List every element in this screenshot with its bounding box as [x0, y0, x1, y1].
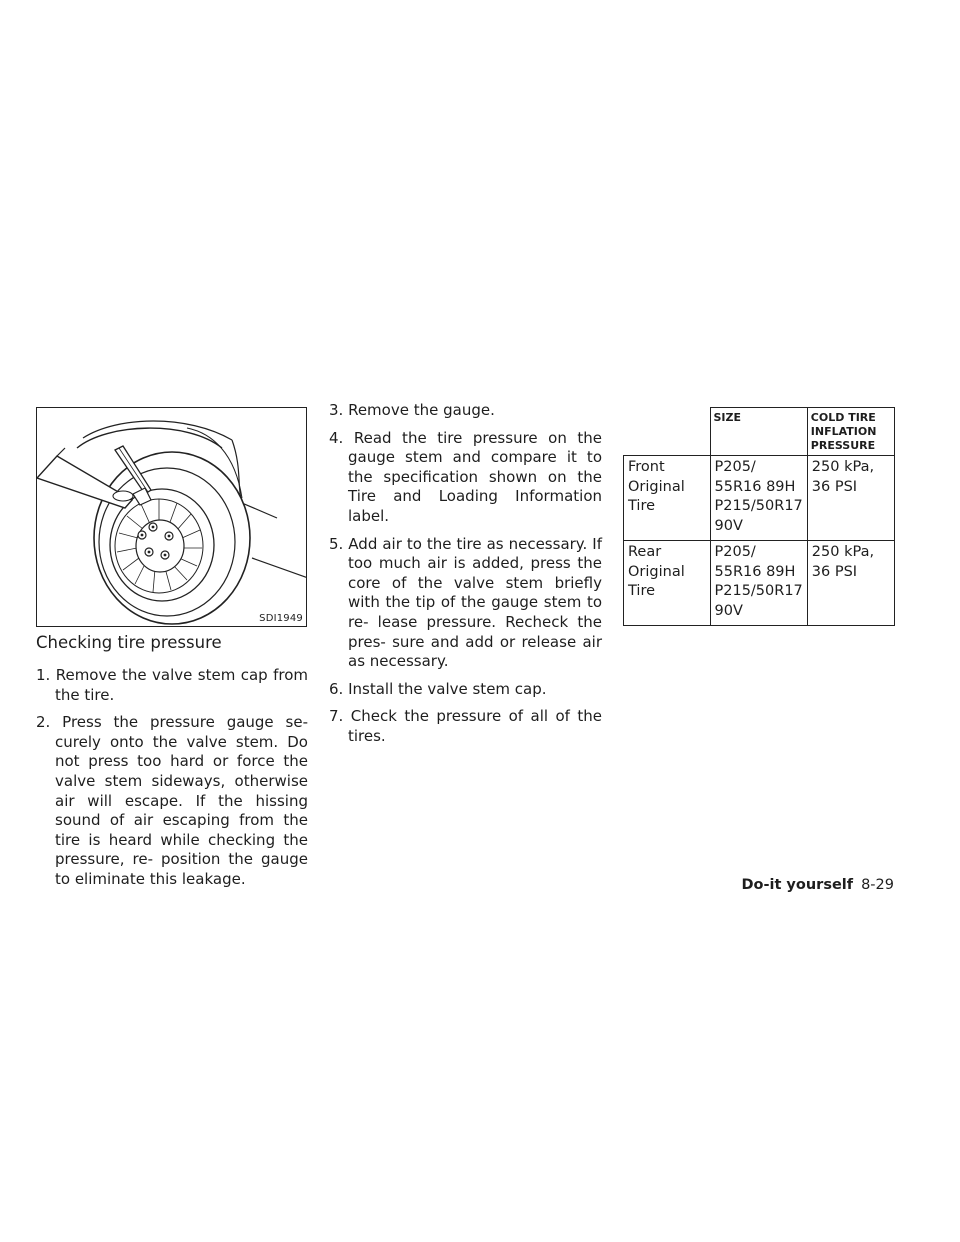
row-label-line: Front — [628, 459, 665, 475]
row-label-line: Tire — [628, 583, 656, 599]
size-line: P205/ — [714, 544, 756, 560]
row-label — [624, 456, 711, 541]
row-pressure — [807, 456, 894, 541]
table-row — [624, 541, 895, 626]
size-line: P215/50R17 — [714, 498, 803, 514]
size-line: 55R16 89H — [714, 478, 796, 495]
step-item: 3. Remove the gauge. — [329, 401, 495, 419]
size-line: P215/50R17 — [714, 583, 803, 599]
size-line: 90V — [714, 602, 743, 619]
page-footer — [741, 877, 894, 893]
row-pressure — [807, 541, 894, 626]
step-item: 4. Read the tire pressure on the gauge stem and compare it to the specification shown on the Tire and Loading Information label. — [329, 428, 602, 525]
step-item: 6. Install the valve stem cap. — [329, 679, 547, 698]
row-size — [710, 456, 807, 541]
tire-pressure-table — [623, 407, 895, 626]
step-item: 2. Press the pressure gauge se- curely onto the valve stem. Do not press too hard or force the valve stem sideways, otherwise air will escape. If the hissing sound of air escaping from the tire is heard while checking the pressure, re- position the gauge to eliminate this leakage. — [36, 713, 308, 888]
size-line: P205/ — [714, 459, 756, 475]
pressure-line: 36 PSI — [811, 478, 858, 495]
row-label — [624, 541, 711, 626]
section-title: Checking tire pressure — [36, 633, 222, 652]
row-label-line: Tire — [628, 498, 656, 514]
tire-pressure-gauge-drawing — [37, 408, 307, 627]
row-label-line: Original — [628, 563, 685, 580]
pressure-line: 250 kPa, — [811, 544, 875, 560]
size-line: 55R16 89H — [714, 563, 796, 580]
step-item: 1. Remove the valve stem cap from the tire. — [36, 666, 308, 704]
steps-list-left — [36, 666, 308, 898]
footer-section: Do-it yourself — [741, 877, 854, 893]
tire-gauge-illustration — [36, 407, 307, 627]
header-size: SIZE — [710, 408, 807, 456]
row-label-line: Original — [628, 478, 685, 495]
pressure-line: 250 kPa, — [811, 459, 875, 475]
row-label-line: Rear — [628, 544, 662, 560]
header-blank — [624, 408, 711, 456]
step-item: 7. Check the pressure of all of the tires. — [329, 707, 602, 745]
steps-list-middle — [329, 401, 602, 755]
row-size — [710, 541, 807, 626]
header-pressure: COLD TIRE INFLATION PRESSURE — [807, 408, 894, 456]
size-line: 90V — [714, 517, 743, 534]
pressure-line: 36 PSI — [811, 563, 858, 580]
page-number: 8-29 — [861, 877, 894, 893]
table-header-row — [624, 408, 895, 456]
figure-code: SDI1949 — [259, 613, 303, 624]
step-item: 5. Add air to the tire as necessary. If too much air is added, press the core of the valve stem briefly with the tip of the gauge stem to re- lease pressure. Recheck the pres- sure and add or release air as necessary. — [329, 534, 602, 671]
table-row — [624, 456, 895, 541]
